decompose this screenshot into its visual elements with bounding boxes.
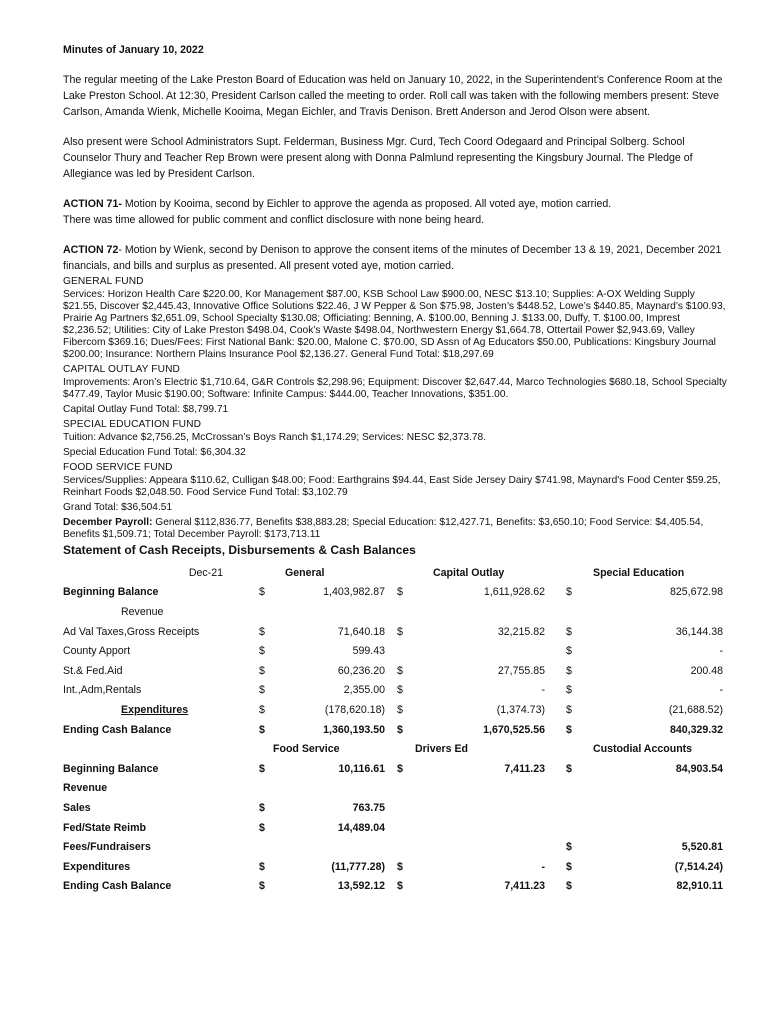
amount-cell: 840,329.32	[669, 723, 723, 736]
row-label: Fees/Fundraisers	[63, 841, 151, 854]
amount-cell	[415, 798, 545, 818]
paragraph-attendance: Also present were School Administrators Supt. Felderman, Business Mgr. Curd, Tech Coord Odegaard and Principal Solberg. School Counselor Thury and Teacher Rep Brown were present along with Donna Palmlund representing the Kingsbury Journal. The Pledge of Allegiance was led by President Carlson.	[63, 136, 693, 180]
amount-cell: 5,520.81	[681, 841, 723, 854]
currency-sign: $	[259, 821, 265, 834]
amount-cell: -	[541, 860, 545, 873]
amount-cell: -	[719, 645, 723, 658]
column-special-education: Special Education	[593, 566, 685, 579]
table-row	[63, 622, 723, 642]
statement-title: Statement of Cash Receipts, Disbursements & Cash Balances	[63, 543, 416, 557]
sped-fund-text: Tuition: Advance $2,756.25, McCrossan’s Boys Ranch $1,174.29; Services: NESC $2,373.78.	[63, 432, 487, 443]
amount-cell: 27,755.85	[497, 664, 545, 677]
currency-sign: $	[566, 880, 572, 893]
amount-cell: 82,910.11	[676, 880, 723, 893]
row-label: Sales	[63, 801, 91, 814]
table-row	[63, 720, 723, 740]
row-label: Beginning Balance	[63, 762, 159, 775]
row-label: Revenue	[63, 782, 108, 795]
amount-cell	[273, 837, 385, 857]
currency-sign: $	[259, 762, 265, 775]
currency-sign: $	[397, 703, 403, 716]
grand-total: Grand Total: $36,504.51	[63, 502, 173, 513]
row-label: Ending Cash Balance	[63, 723, 172, 736]
row-label: Ad Val Taxes,Gross Receipts	[63, 625, 200, 638]
amount-cell: 200.48	[690, 664, 723, 677]
row-label: Int.,Adm,Rentals	[63, 684, 142, 697]
currency-sign: $	[397, 762, 403, 775]
action-71-label: ACTION 71-	[63, 198, 122, 210]
row-label: Beginning Balance	[63, 586, 159, 599]
table-row	[63, 779, 723, 799]
amount-cell	[273, 779, 385, 799]
amount-cell: 7,411.23	[504, 880, 545, 893]
row-label: St.& Fed.Aid	[63, 664, 123, 677]
food-fund-text: Services/Supplies: Appeara $110.62, Culligan $48.00; Food: Earthgrains $94.44, East Side Jersey Dairy $741.98, Maynard's Food Center $59.25, Reinhart Foods $2,048.50. Food Service Fund Total: $3,102.79	[63, 475, 721, 498]
currency-sign: $	[566, 762, 572, 775]
paragraph-roll-call: The regular meeting of the Lake Preston Board of Education was held on January 10, 2022, in the Superintendent’s Conference Room at the Lake Preston School. At 12:30, President Carlson called the meeting to order. Roll call was taken with the following members present: Steve Carlson, Amanda Wienk, Michelle Kooima, Megan Eichler, and Travis Denison. Brett Anderson and Jerod Olson were absent.	[63, 74, 723, 118]
currency-sign: $	[566, 723, 572, 736]
amount-cell	[593, 798, 723, 818]
currency-sign: $	[566, 645, 572, 658]
row-label: Fed/State Reimb	[63, 821, 147, 834]
action-71-text: Motion by Kooima, second by Eichler to approve the agenda as proposed. All voted aye, motion carried.	[121, 198, 612, 210]
amount-cell: 763.75	[352, 801, 385, 814]
currency-sign: $	[259, 860, 265, 873]
table-row	[63, 759, 723, 779]
currency-sign: $	[566, 625, 572, 638]
currency-sign: $	[397, 684, 403, 697]
table-header-row-2	[63, 739, 723, 759]
currency-sign	[385, 779, 415, 799]
currency-sign	[385, 837, 415, 857]
amount-cell: 2,355.00	[343, 684, 385, 697]
table-row	[63, 583, 723, 603]
sped-fund-heading: SPECIAL EDUCATION FUND	[63, 419, 202, 430]
amount-cell	[593, 779, 723, 799]
amount-cell: (178,620.18)	[324, 703, 385, 716]
currency-sign	[385, 818, 415, 838]
currency-sign: $	[397, 880, 403, 893]
capital-fund-total: Capital Outlay Fund Total: $8,799.71	[63, 404, 229, 415]
amount-cell: 71,640.18	[337, 625, 385, 638]
currency-sign	[385, 798, 415, 818]
action-72-label: ACTION 72	[63, 244, 119, 256]
amount-cell	[415, 837, 545, 857]
table-header-row-1	[63, 563, 723, 583]
amount-cell: 1,611,928.62	[483, 586, 545, 599]
amount-cell	[415, 818, 545, 838]
amount-cell: (21,688.52)	[668, 703, 723, 716]
table-row	[63, 857, 723, 877]
december-payroll	[63, 517, 728, 541]
amount-cell	[415, 641, 545, 661]
amount-cell: 599.43	[352, 645, 385, 658]
row-label: Expenditures	[121, 703, 189, 716]
currency-sign: $	[397, 860, 403, 873]
row-label: County Apport	[63, 645, 131, 658]
currency-sign: $	[397, 723, 403, 736]
general-fund-text: Services: Horizon Health Care $220.00, Kor Management $87.00, KSB School Law $900.00, NESC $13.10; Supplies: A-OX Welding Supply $21.55, Discover $2,445.43, Innovative Office Solutions $22.46, J W Pepper & Son $75.98, Josten’s $448.52, Lowe’s $440.85, Maynard’s $100.93, Prairie Ag Partners $2,651.09, School Specialty $130.08; Officiating: Benning, A. $100.00, Benning J. $133.00, Duffy, T. $100.00, Imprest $2,236.52; Utilities: City of Lake Preston $498.04, Cook’s Waste $498.04, Northwestern Energy $1,664.78, Ottertail Power $2,943.69, Valley Fibercom $369.16; Dues/Fees: First National Bank: $20.00, Malone C. $70.00, SD Assn of Ag Educators $50.00, Publications: Kingsbury Journal $200.00; Insurance: Northern Plains Insurance Pool $2,136.27. General Fund Total: $18,297.69	[63, 289, 726, 360]
column-general: General	[285, 566, 325, 579]
minutes-page	[63, 44, 728, 896]
amount-cell: (1,374.73)	[496, 703, 545, 716]
currency-sign: $	[566, 684, 572, 697]
currency-sign: $	[259, 684, 265, 697]
currency-sign: $	[566, 860, 572, 873]
table-row	[63, 877, 723, 897]
amount-cell: (11,777.28)	[331, 860, 385, 873]
currency-sign	[545, 779, 593, 799]
column-drivers-ed: Drivers Ed	[415, 743, 468, 756]
table-row	[63, 641, 723, 661]
table-row	[63, 837, 723, 857]
currency-sign: $	[259, 586, 265, 599]
amount-cell: 32,215.82	[497, 625, 545, 638]
food-fund-heading: FOOD SERVICE FUND	[63, 462, 173, 473]
action-71	[63, 196, 728, 212]
capital-fund-text: Improvements: Aron’s Electric $1,710.64, G&R Controls $2,298.96; Equipment: Discover $2,647.44, Marco Technologies $680.18, School Specialty $477.49, Taylor Music $190.00; Software: Infinite Campus: $444.00, Teacher Innovations, $351.00.	[63, 377, 727, 400]
currency-sign: $	[397, 664, 403, 677]
amount-cell: 13,592.12	[337, 880, 385, 893]
amount-cell: 14,489.04	[337, 821, 385, 834]
amount-cell: 825,672.98	[669, 586, 723, 599]
table-row	[63, 602, 723, 622]
amount-cell: 1,360,193.50	[323, 723, 385, 736]
currency-sign: $	[259, 703, 265, 716]
currency-sign	[385, 641, 415, 661]
row-label: Ending Cash Balance	[63, 880, 172, 893]
currency-sign	[251, 779, 273, 799]
cash-balances-table	[63, 563, 723, 896]
amount-cell: -	[541, 684, 545, 697]
table-row	[63, 681, 723, 701]
general-fund-heading: GENERAL FUND	[63, 276, 144, 287]
amount-cell: 60,236.20	[337, 664, 385, 677]
currency-sign: $	[259, 723, 265, 736]
month-label: Dec-21	[188, 566, 223, 579]
currency-sign: $	[397, 586, 403, 599]
action-71-note: There was time allowed for public comment and conflict disclosure with none being heard.	[63, 214, 485, 226]
action-72	[63, 242, 728, 274]
currency-sign: $	[259, 625, 265, 638]
amount-cell: 1,670,525.56	[483, 723, 545, 736]
action-72-text: - Motion by Wienk, second by Denison to approve the consent items of the minutes of December 13 & 19, 2021, December 2021 financials, and bills and surplus as presented. All present voted aye, motion carried.	[63, 244, 722, 272]
row-label: Expenditures	[63, 860, 131, 873]
currency-sign: $	[259, 645, 265, 658]
amount-cell: 10,116.61	[338, 762, 385, 775]
column-capital-outlay: Capital Outlay	[433, 566, 505, 579]
table-row	[63, 700, 723, 720]
currency-sign	[545, 798, 593, 818]
amount-cell	[415, 779, 545, 799]
table-row	[63, 818, 723, 838]
currency-sign: $	[566, 703, 572, 716]
minutes-title: Minutes of January 10, 2022	[63, 44, 204, 56]
amount-cell: 1,403,982.87	[323, 586, 385, 599]
currency-sign: $	[566, 586, 572, 599]
payroll-text: General $112,836.77, Benefits $38,883.28; Special Education: $12,427.71, Benefits: $3,650.10; Food Service: $4,405.54, Benefits $1,509.71; Total December Payroll: $173,713.11	[63, 517, 704, 540]
table-row	[63, 798, 723, 818]
payroll-label: December Payroll:	[63, 517, 153, 528]
amount-cell	[593, 818, 723, 838]
amount-cell: (7,514.24)	[674, 860, 723, 873]
amount-cell: -	[719, 684, 723, 697]
currency-sign	[545, 818, 593, 838]
sped-fund-total: Special Education Fund Total: $6,304.32	[63, 447, 246, 458]
currency-sign: $	[566, 841, 572, 854]
amount-cell: 36,144.38	[675, 625, 723, 638]
currency-sign: $	[259, 880, 265, 893]
amount-cell: 84,903.54	[675, 762, 723, 775]
currency-sign: $	[566, 664, 572, 677]
currency-sign: $	[259, 801, 265, 814]
currency-sign: $	[397, 625, 403, 638]
column-food-service: Food Service	[273, 743, 340, 756]
table-row	[63, 661, 723, 681]
revenue-label: Revenue	[121, 605, 164, 618]
currency-sign: $	[259, 664, 265, 677]
capital-fund-heading: CAPITAL OUTLAY FUND	[63, 364, 180, 375]
column-custodial-accounts: Custodial Accounts	[593, 743, 693, 756]
amount-cell: 7,411.23	[504, 762, 545, 775]
currency-sign	[251, 837, 273, 857]
